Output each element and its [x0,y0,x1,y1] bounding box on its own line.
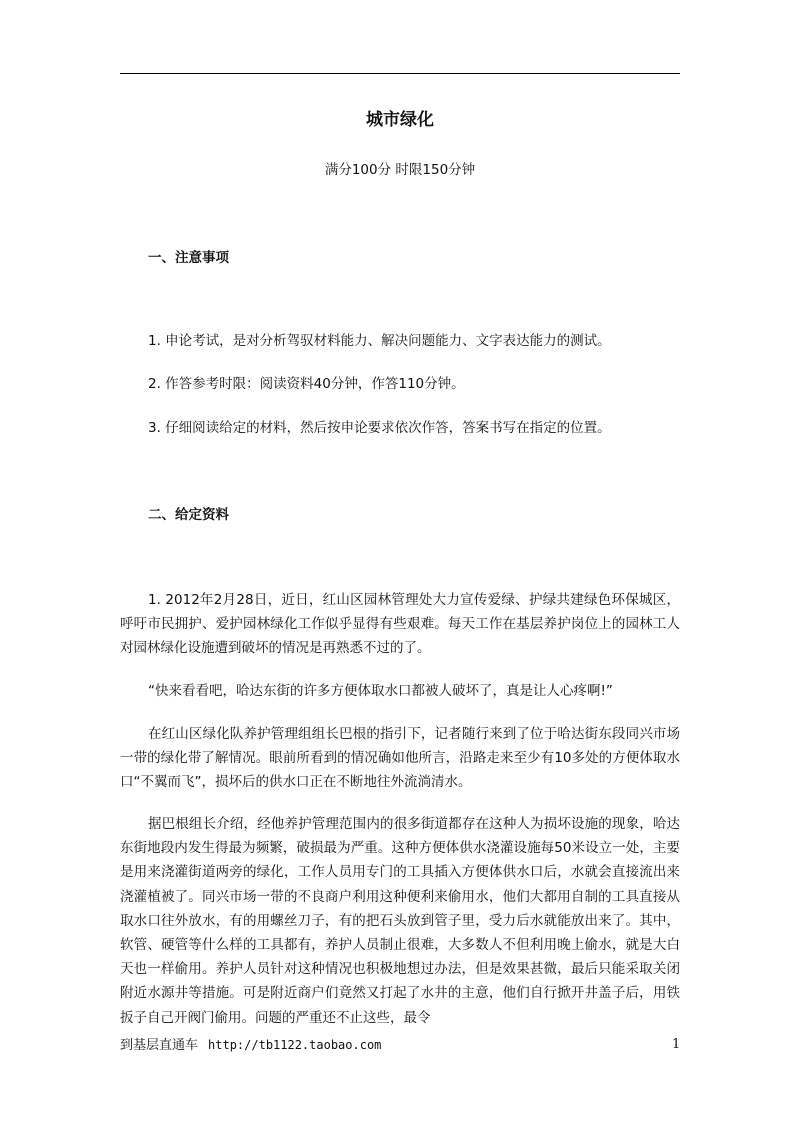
material-paragraph-3: 在红山区绿化队养护管理组组长巴根的指引下，记者随行来到了位于哈达街东段同兴市场一带的绿化带了解情况。眼前所看到的情况确如他所言，沿路走来至少有10多处的方便体取水口“不翼而飞”，损坏后的供水口正在不断地往外流淌清水。 [120,726,680,791]
page-number: 1 [672,1037,681,1052]
footer-url: http://tb1122.taobao.com [208,1038,382,1052]
material-paragraph-2: “快来看看吧，哈达东街的许多方便体取水口都被人破坏了，真是让人心疼啊!” [148,683,613,699]
note-item-2: 2. 作答参考时限：阅读资料40分钟，作答110分钟。 [148,376,465,392]
page-footer [120,1036,381,1055]
document-subtitle: 满分100分 时限150分钟 [324,162,476,178]
header-rule [120,73,680,74]
note-item-1: 1. 申论考试，是对分析驾驭材料能力、解决问题能力、文字表达能力的测试。 [148,333,611,349]
footer-text: 到基层直通车 [120,1038,199,1053]
section-heading-notes: 一、注意事项 [148,250,229,266]
section-heading-materials: 二、给定资料 [148,507,229,523]
document-title: 城市绿化 [366,110,434,130]
note-item-3: 3. 仔细阅读给定的材料，然后按申论要求依次作答，答案书写在指定的位置。 [148,420,611,436]
material-paragraph-4: 据巴根组长介绍，经他养护管理范围内的很多街道都存在这种人为损坏设施的现象，哈达东街地段内发生得最为频繁，破损最为严重。这种方便体供水浇灌设施每50米设立一处，主要是用来浇灌街道两旁的绿化，工作人员用专门的工具插入方便体供水口后，水就会直接流出来浇灌植被了。同兴市场一带的不良商户利用这种便利来偷用水，他们大都用自制的工具直接从取水口往外放水，有的用螺丝刀子，有的把石头放到管子里，受力后水就能放出来了。其中，软管、硬管等什么样的工具都有，养护人员制止很难，大多数人不但利用晚上偷水，就是大白天也一样偷用。养护人员针对这种情况也积极地想过办法，但是效果甚微，最后只能采取关闭附近水源井等措施。可是附近商户们竟然又打起了水井的主意，他们自行掀开井盖子后，用铁扳子自己开阀门偷用。问题的严重还不止这些，最令 [120,816,680,1026]
material-paragraph-1: 1. 2012年2月28日，近日，红山区园林管理处大力宣传爱绿、护绿共建绿色环保城区，呼吁市民拥护、爱护园林绿化工作似乎显得有些艰难。每天工作在基层养护岗位上的园林工人对园林绿化设施遭到破坏的情况是再熟悉不过的了。 [120,592,680,657]
